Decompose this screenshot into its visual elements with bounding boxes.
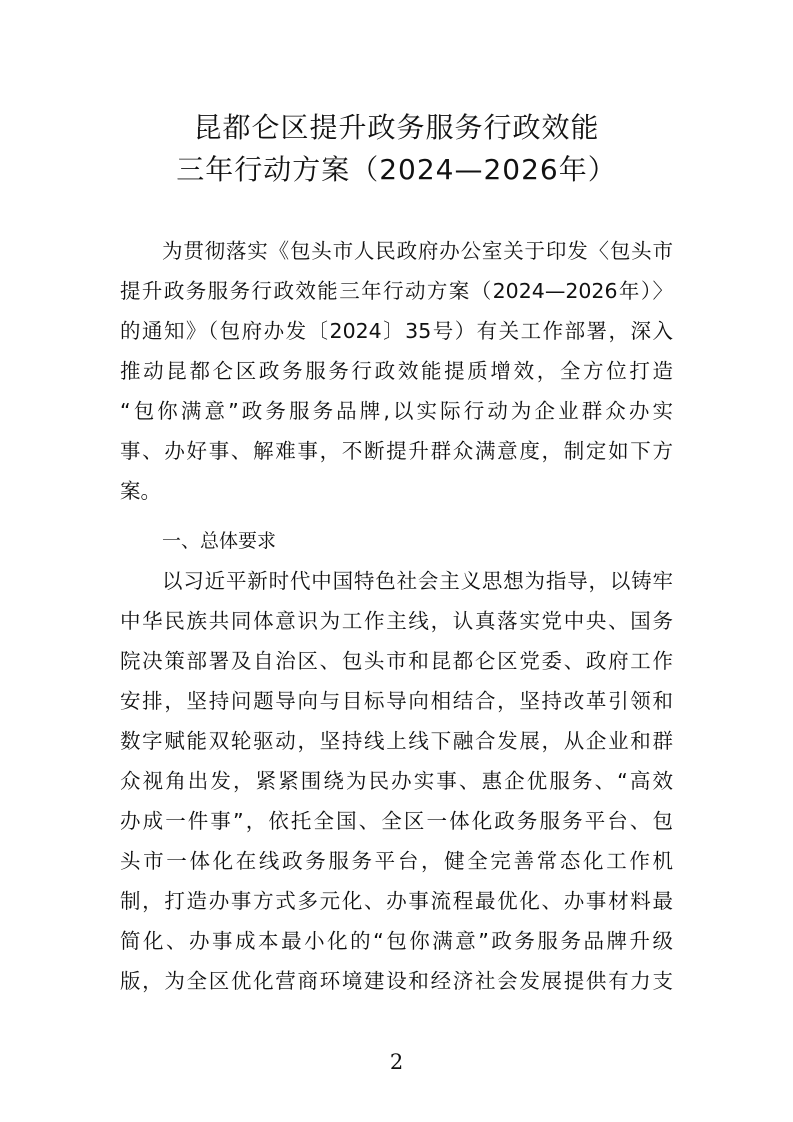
- section-heading: 一、总体要求: [162, 530, 277, 552]
- page-number: 2: [389, 1050, 404, 1074]
- section-paragraph-line-3: 院决策部署及自治区、包头市和昆都仑区党委、政府工作: [120, 649, 673, 673]
- section-paragraph-line-7: 办成一件事”，依托全国、全区一体化政务服务平台、包: [120, 809, 673, 833]
- section-paragraph-line-8: 头市一体化在线政务服务平台，健全完善常态化工作机: [120, 849, 673, 873]
- section-paragraph-line-10: 简化、办事成本最小化的“包你满意”政务服务品牌升级: [120, 929, 673, 953]
- section-paragraph-line-5: 数字赋能双轮驱动，坚持线上线下融合发展，从企业和群: [120, 729, 673, 753]
- section-paragraph-line-1: 以习近平新时代中国特色社会主义思想为指导，以铸牢: [162, 569, 673, 593]
- intro-paragraph-line-1: 为贯彻落实《包头市人民政府办公室关于印发〈包头市: [162, 239, 673, 263]
- intro-paragraph-line-7: 案。: [120, 479, 161, 503]
- intro-paragraph-line-4: 推动昆都仑区政务服务行政效能提质增效，全方位打造: [120, 359, 673, 383]
- section-paragraph-line-9: 制，打造办事方式多元化、办事流程最优化、办事材料最: [120, 889, 673, 913]
- document-title-line-2: 三年行动方案（2024—2026年）: [176, 153, 617, 186]
- intro-paragraph-line-3: 的通知》（包府办发〔2024〕35号）有关工作部署，深入: [120, 319, 673, 343]
- intro-paragraph-line-5: “包你满意”政务服务品牌,以实际行动为企业群众办实: [120, 399, 673, 423]
- section-paragraph-line-11: 版，为全区优化营商环境建设和经济社会发展提供有力支: [120, 969, 673, 993]
- document-title-line-1: 昆都仑区提升政务服务行政效能: [193, 111, 600, 144]
- intro-paragraph-line-6: 事、办好事、解难事，不断提升群众满意度，制定如下方: [120, 439, 673, 463]
- section-paragraph-line-4: 安排，坚持问题导向与目标导向相结合，坚持改革引领和: [120, 689, 673, 713]
- section-paragraph-line-2: 中华民族共同体意识为工作主线，认真落实党中央、国务: [120, 609, 673, 633]
- intro-paragraph-line-2: 提升政务服务行政效能三年行动方案（2024—2026年）〉: [120, 279, 673, 303]
- section-paragraph-line-6: 众视角出发，紧紧围绕为民办实事、惠企优服务、“高效: [120, 769, 673, 793]
